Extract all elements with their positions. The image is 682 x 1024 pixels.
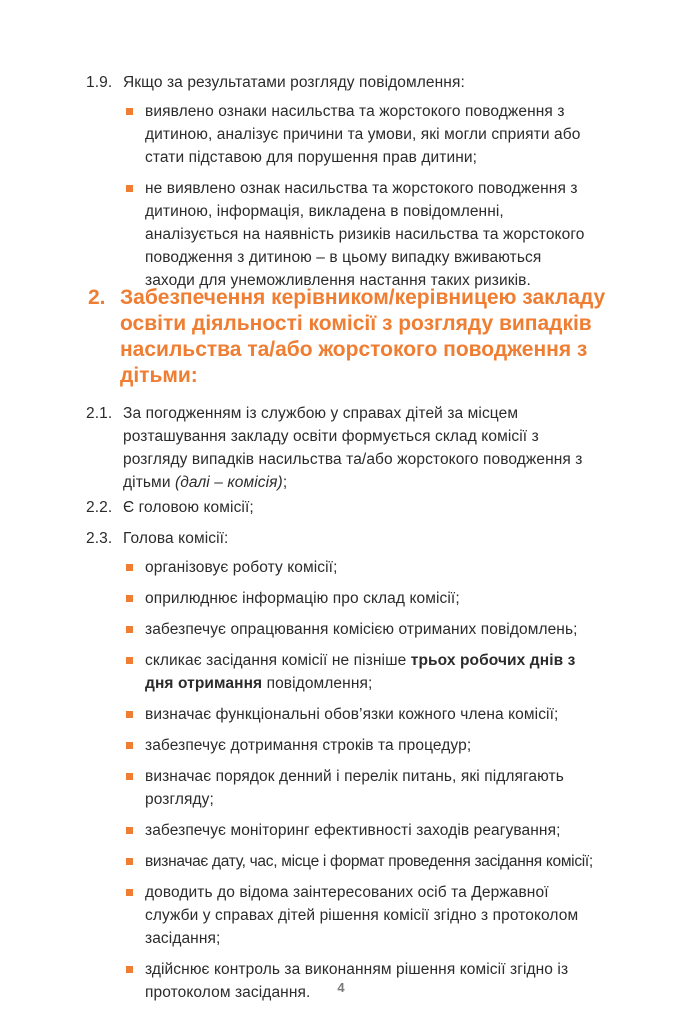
list-item [125,734,595,757]
section-text: Є головою комісії; [123,499,254,516]
list-item [125,556,595,579]
section-text-suffix: ; [282,474,288,491]
list-item-text: забезпечує дотримання строків та процедур; [145,737,472,754]
bullet-square-icon [126,858,133,865]
list-item-text: визначає порядок денний і перелік питань, які підлягають розгляду; [145,768,564,808]
list-item-text: визначає функціональні обов’язки кожного члена комісії; [145,706,559,723]
list-item-text: доводить до відома заінтересованих осіб та Державної служби у справах дітей рішення комісії згідно з протоколом засідання; [145,884,579,947]
section-1-9-bullet-list [125,100,595,300]
bullet-square-icon [126,966,133,973]
list-item [125,100,595,169]
bullet-square-icon [126,108,133,115]
section-number: 2.2. [86,499,113,516]
section-2-1 [86,402,606,494]
bullet-square-icon [126,889,133,896]
list-item [125,819,595,842]
section-text-main: За погодженням із службою у справах дітей за місцем розташування закладу освіти формується склад комісії з розгляду випадків насильства та/або жорстокого поводження з дітьми [123,405,583,491]
list-item-text: не виявлено ознак насильства та жорстокого поводження з дитиною, інформація, викладена в повідомленні, аналізується на наявність ризиків насильства та жорстокого поводження з дитиною – в цьому випадку вживаються заходи для унеможливлення настання таких ризиків. [145,180,585,289]
list-item-text: здійснює контроль за виконанням рішення комісії згідно із протоколом засідання. [145,961,569,1001]
bullet-square-icon [126,711,133,718]
list-item [125,765,595,811]
section-number: 2.1. [86,405,113,422]
list-item [125,703,595,726]
list-item [125,850,595,873]
heading-text: Забезпечення керівником/керівницею закладу освіти діяльності комісії з розгляду випадків насильства та/або жорстокого поводження з дітьми: [120,286,606,387]
bullet-square-icon [126,773,133,780]
section-number: 2.3. [86,530,113,547]
section-2-3 [86,527,606,550]
list-item-text: забезпечує моніторинг ефективності заходів реагування; [145,822,561,839]
section-text: Якщо за результатами розгляду повідомлення: [123,74,465,91]
list-item [125,177,595,292]
section-2-2 [86,496,606,519]
list-item [125,587,595,610]
bullet-square-icon [126,626,133,633]
bullet-square-icon [126,827,133,834]
list-item-text-before: скликає засідання комісії не пізніше [145,652,411,669]
section-number: 1.9. [86,74,113,91]
list-item-text: визначає дату, час, місце і формат проведення засідання комісії; [145,853,593,870]
list-item [125,881,595,950]
list-item-text-bold: трьох робочих днів з дня отримання [145,652,576,692]
bullet-square-icon [126,657,133,664]
section-2-heading [88,285,608,389]
list-item-text: оприлюднює інформацію про склад комісії; [145,590,460,607]
list-item [125,649,595,695]
bullet-square-icon [126,742,133,749]
section-2-3-bullet-list [125,556,595,1012]
list-item [125,618,595,641]
list-item-text: забезпечує опрацювання комісією отриманих повідомлень; [145,621,578,638]
section-text [123,402,606,494]
section-1-9 [86,71,606,94]
section-italic-note: (далі – комісія) [174,474,283,491]
list-item-text: організовує роботу комісії; [145,559,338,576]
section-text: Голова комісії: [123,530,229,547]
list-item-text-after: повідомлення; [262,675,373,692]
list-item-text [145,652,575,692]
bullet-square-icon [126,564,133,571]
list-item-text: виявлено ознаки насильства та жорстокого поводження з дитиною, аналізує причини та умови, які могли сприяти або стати підставою для порушення прав дитини; [145,103,581,166]
page-number: 4 [337,980,345,995]
bullet-square-icon [126,595,133,602]
bullet-square-icon [126,185,133,192]
heading-number: 2. [88,286,106,309]
